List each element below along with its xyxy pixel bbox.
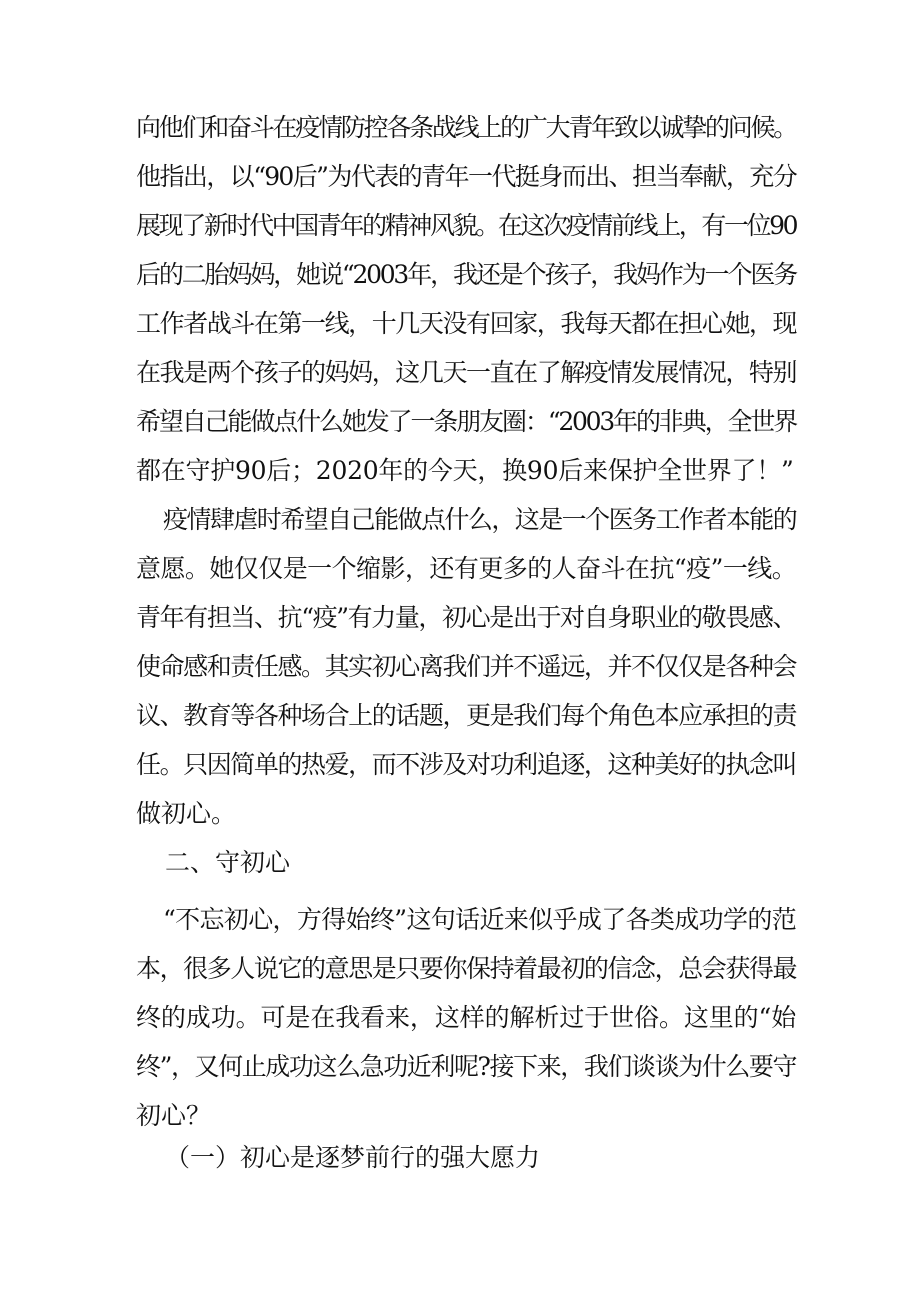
text-line: 做初心。 bbox=[136, 799, 237, 828]
text-line: 任。只因简单的热爱，而不涉及对功利追逐，这种美好的执念叫 bbox=[136, 750, 796, 779]
text-line: 向他们和奋斗在疫情防控各条战线上的广大青年致以诚挚的问候。 bbox=[136, 113, 796, 142]
text-line: 他指出，以“90后”为代表的青年一代挺身而出、担当奉献，充分 bbox=[136, 162, 796, 191]
text-line: 疫情肆虐时希望自己能做点什么，这是一个医务工作者本能的 bbox=[163, 505, 796, 534]
text-line: 希望自己能做点什么她发了一条朋友圈：“2003年的非典，全世界 bbox=[136, 407, 796, 436]
text-line: 意愿。她仅仅是一个缩影，还有更多的人奋斗在抗“疫”一线。 bbox=[136, 554, 796, 583]
text-line: 终的成功。可是在我看来，这样的解析过于世俗。这里的“始 bbox=[136, 1003, 796, 1032]
text-line: 议、教育等各种场合上的话题，更是我们每个角色本应承担的责 bbox=[136, 701, 796, 730]
text-line: 展现了新时代中国青年的精神风貌。在这次疫情前线上，有一位90 bbox=[136, 211, 796, 240]
text-line: 都在守护90后；2020年的今天，换90后来保护全世界了！” bbox=[136, 456, 794, 485]
subheading: （一）初心是逐梦前行的强大愿力 bbox=[165, 1143, 541, 1172]
text-line: 本，很多人说它的意思是只要你保持着最初的信念，总会获得最 bbox=[136, 954, 796, 983]
text-line: 使命感和责任感。其实初心离我们并不遥远，并不仅仅是各种会 bbox=[136, 652, 796, 681]
text-line: 在我是两个孩子的妈妈，这几天一直在了解疫情发展情况，特别 bbox=[136, 358, 796, 387]
text-line: 初心？ bbox=[136, 1101, 212, 1130]
text-line: “不忘初心，方得始终”这句话近来似乎成了各类成功学的范 bbox=[163, 905, 796, 934]
text-line: 后的二胎妈妈，她说“2003年，我还是个孩子，我妈作为一个医务 bbox=[136, 260, 796, 289]
text-line: 工作者战斗在第一线，十几天没有回家，我每天都在担心她，现 bbox=[136, 309, 796, 338]
text-line: 终”，又何止成功这么急功近利呢?接下来，我们谈谈为什么要守 bbox=[136, 1052, 796, 1081]
section-heading: 二、守初心 bbox=[165, 848, 291, 877]
text-line: 青年有担当、抗“疫”有力量，初心是出于对自身职业的敬畏感、 bbox=[136, 603, 796, 632]
